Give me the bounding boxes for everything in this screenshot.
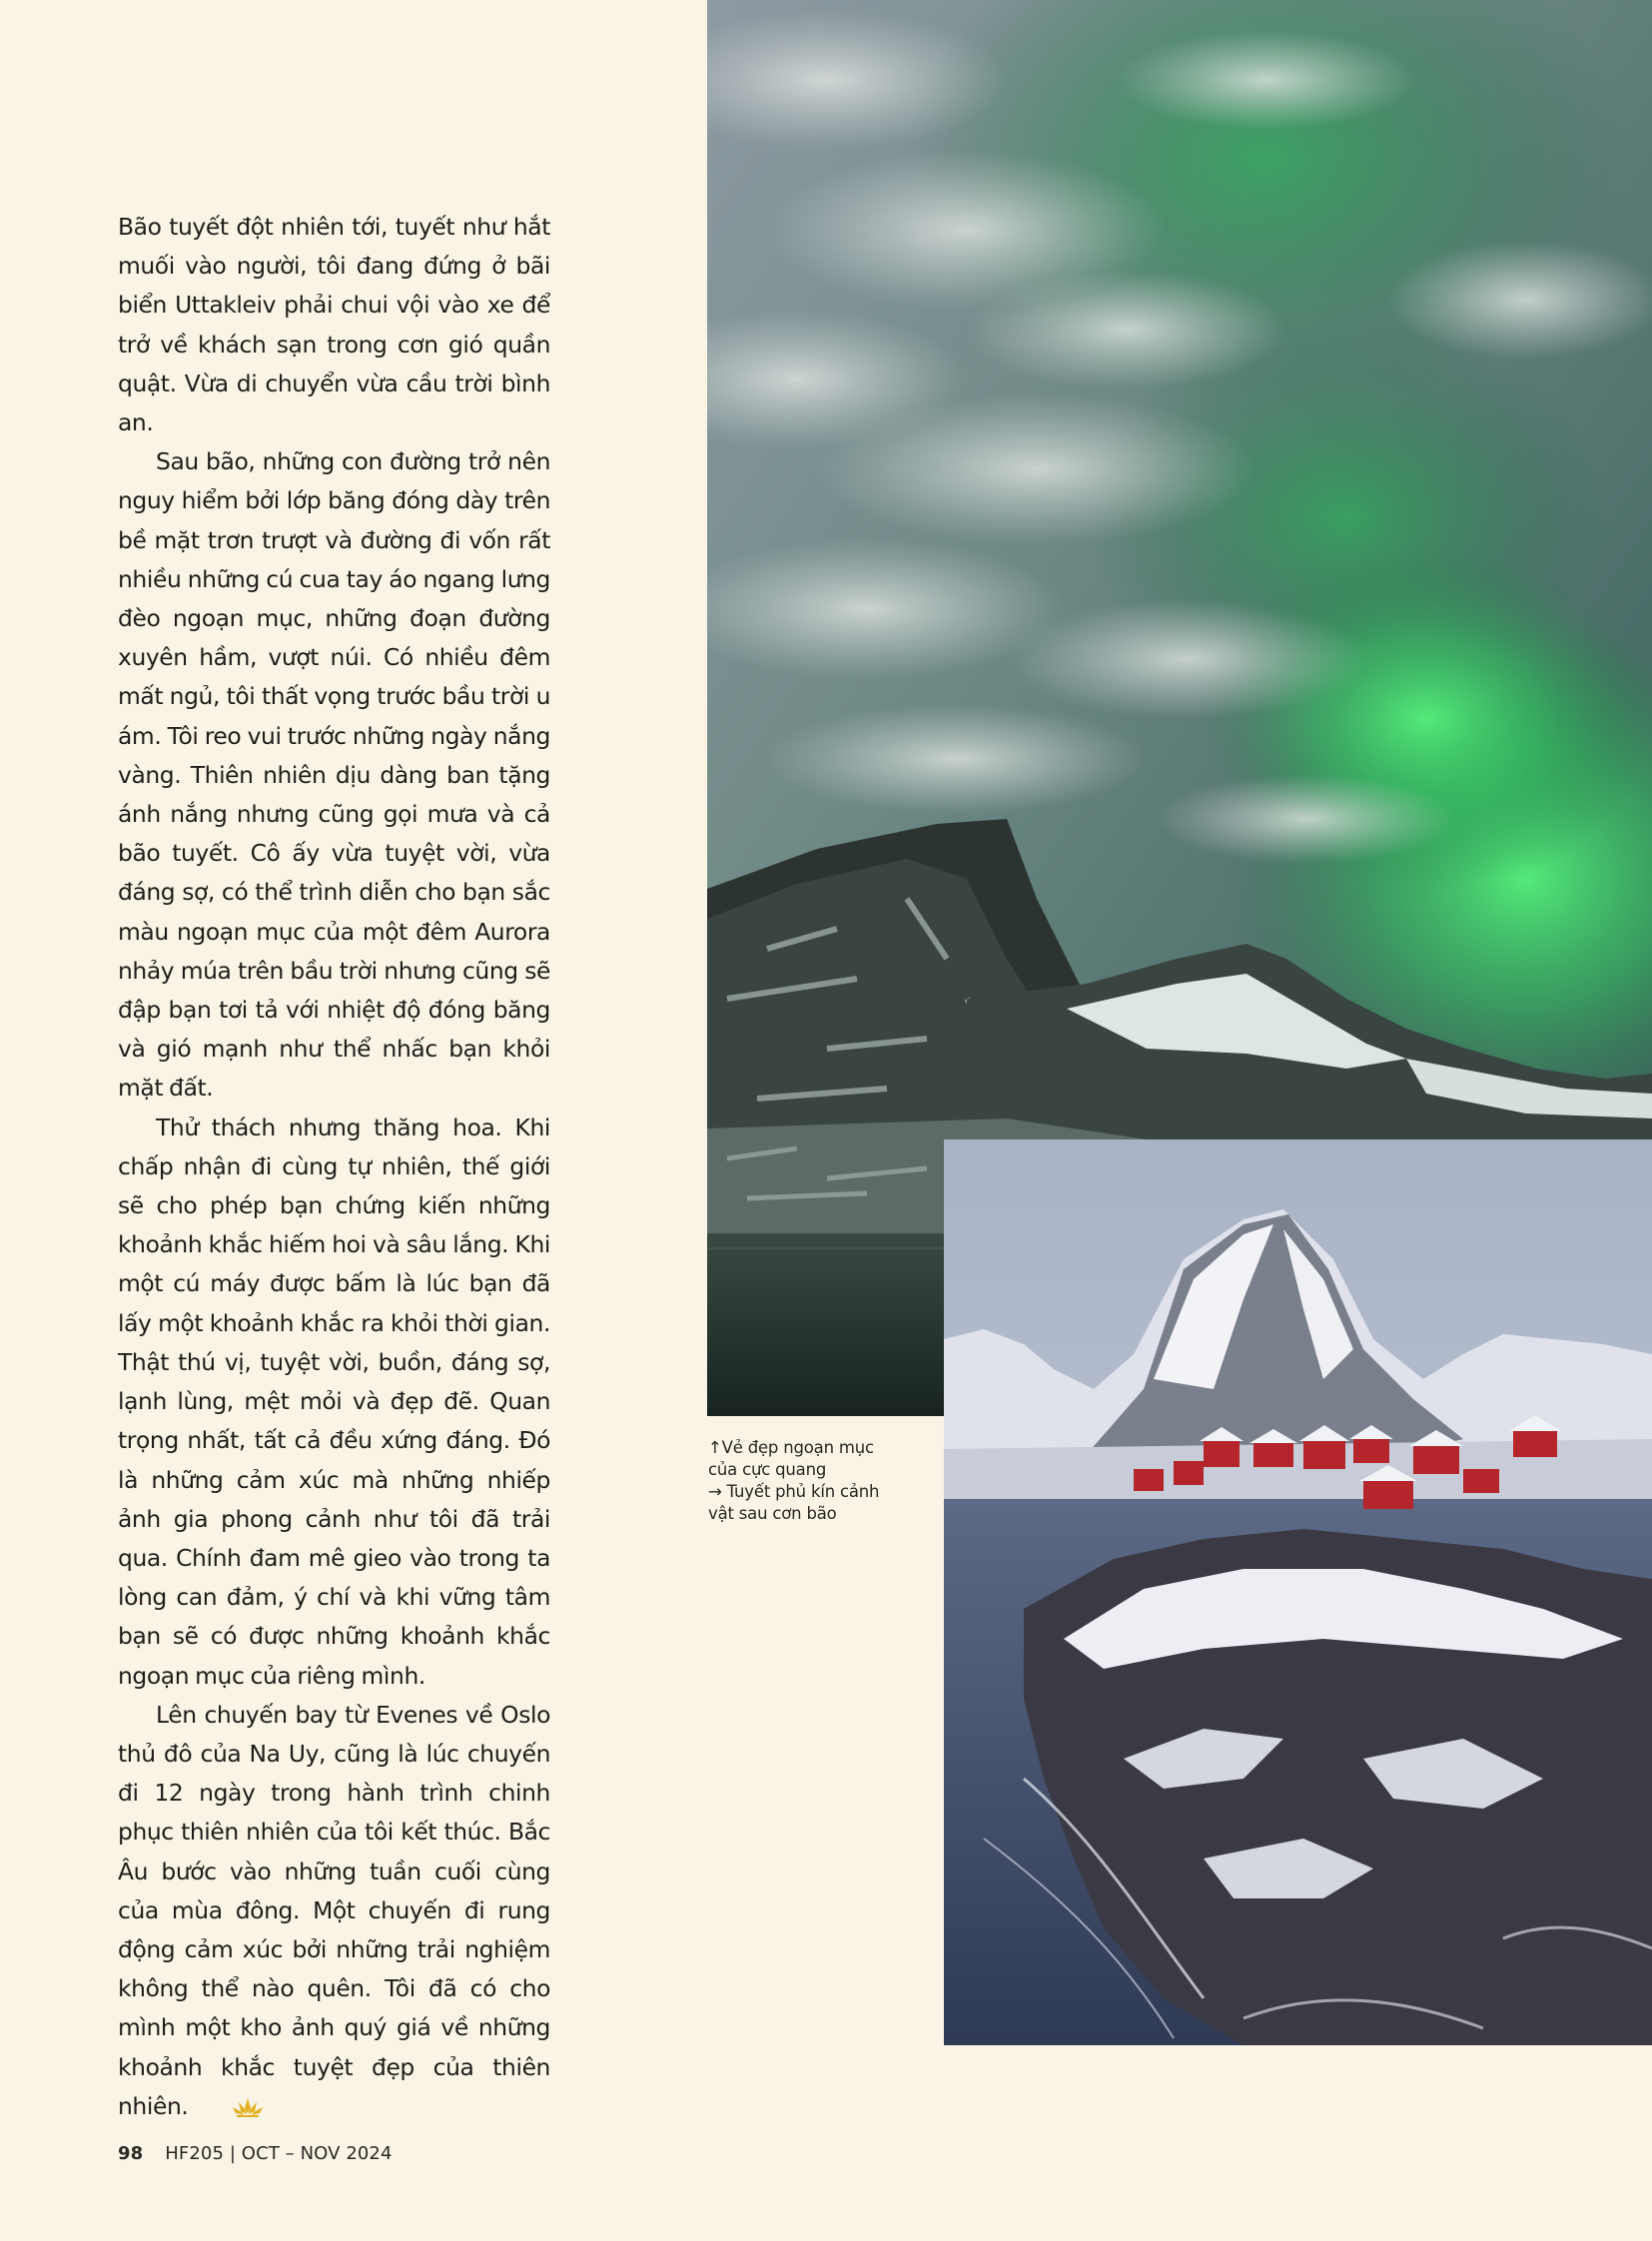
page-footer [118, 2143, 393, 2164]
snowy-village-photo [944, 1139, 1652, 2045]
caption-line: ↑Vẻ đẹp ngoạn mục [708, 1438, 874, 1457]
article-paragraph: Sau bão, những con đường trở nên nguy hiểm bởi lớp băng đóng dày trên bề mặt trơn trượt và đường đi vốn rất nhiều những cú cua tay áo ngang lưng đèo ngoạn mục, những đoạn đường xuyên hầm, vượt núi. Có nhiều đêm mất ngủ, tôi thất vọng trước bầu trời u ám. Tôi reo vui trước những ngày nắng vàng. Thiên nhiên dịu dàng ban tặng ánh nắng nhưng cũng gọi mưa và cả bão tuyết. Cô ấy vừa tuyệt vời, vừa đáng sợ, có thể trình diễn cho bạn sắc màu ngoạn mục của một đêm Aurora nhảy múa trên bầu trời nhưng cũng sẽ đập bạn tơi tả với nhiệt độ đóng băng và gió mạnh như thể nhấc bạn khỏi mặt đất. [118, 447, 550, 1103]
caption-line: của cực quang [708, 1460, 827, 1479]
photo-caption [708, 1437, 908, 1525]
article-paragraph: Bão tuyết đột nhiên tới, tuyết như hắt muối vào người, tôi đang đứng ở bãi biển Uttakleiv phải chui vội vào xe để trở về khách sạn trong cơn gió quần quật. Vừa di chuyển vừa cầu trời bình an. [118, 213, 550, 437]
article-body [118, 208, 550, 2126]
caption-line: vật sau cơn bão [708, 1504, 837, 1523]
article-paragraph-last [118, 1696, 550, 2126]
page-number: 98 [118, 2143, 144, 2164]
lotus-end-mark-icon [194, 2091, 226, 2113]
article-paragraph-text: Lên chuyến bay từ Evenes về Oslo thủ đô của Na Uy, cũng là lúc chuyến đi 12 ngày trong hành trình chinh phục thiên nhiên của tôi kết thúc. Bắc Âu bước vào những tuần cuối cùng của mùa đông. Một chuyến đi rung động cảm xúc bởi những trải nghiệm không thể nào quên. Tôi đã có cho mình một kho ảnh quý giá về những khoảnh khắc tuyệt đẹp của thiên nhiên. [118, 1700, 550, 2120]
issue-label: HF205 | OCT – NOV 2024 [165, 2143, 393, 2164]
caption-line: → Tuyết phủ kín cảnh [708, 1482, 880, 1501]
article-paragraph: Thử thách nhưng thăng hoa. Khi chấp nhận đi cùng tự nhiên, thế giới sẽ cho phép bạn chứng kiến những khoảnh khắc hiếm hoi và sâu lắng. Khi một cú máy được bấm là lúc bạn đã lấy một khoảnh khắc ra khỏi thời gian. Thật thú vị, tuyệt vời, buồn, đáng sợ, lạnh lùng, mệt mỏi và đẹp đẽ. Quan trọng nhất, tất cả đều xứng đáng. Đó là những cảm xúc mà những nhiếp ảnh gia phong cảnh như tôi đã trải qua. Chính đam mê gieo vào trong ta lòng can đảm, ý chí và khi vững tâm bạn sẽ có được những khoảnh khắc ngoạn mục của riêng mình. [118, 1113, 550, 1690]
